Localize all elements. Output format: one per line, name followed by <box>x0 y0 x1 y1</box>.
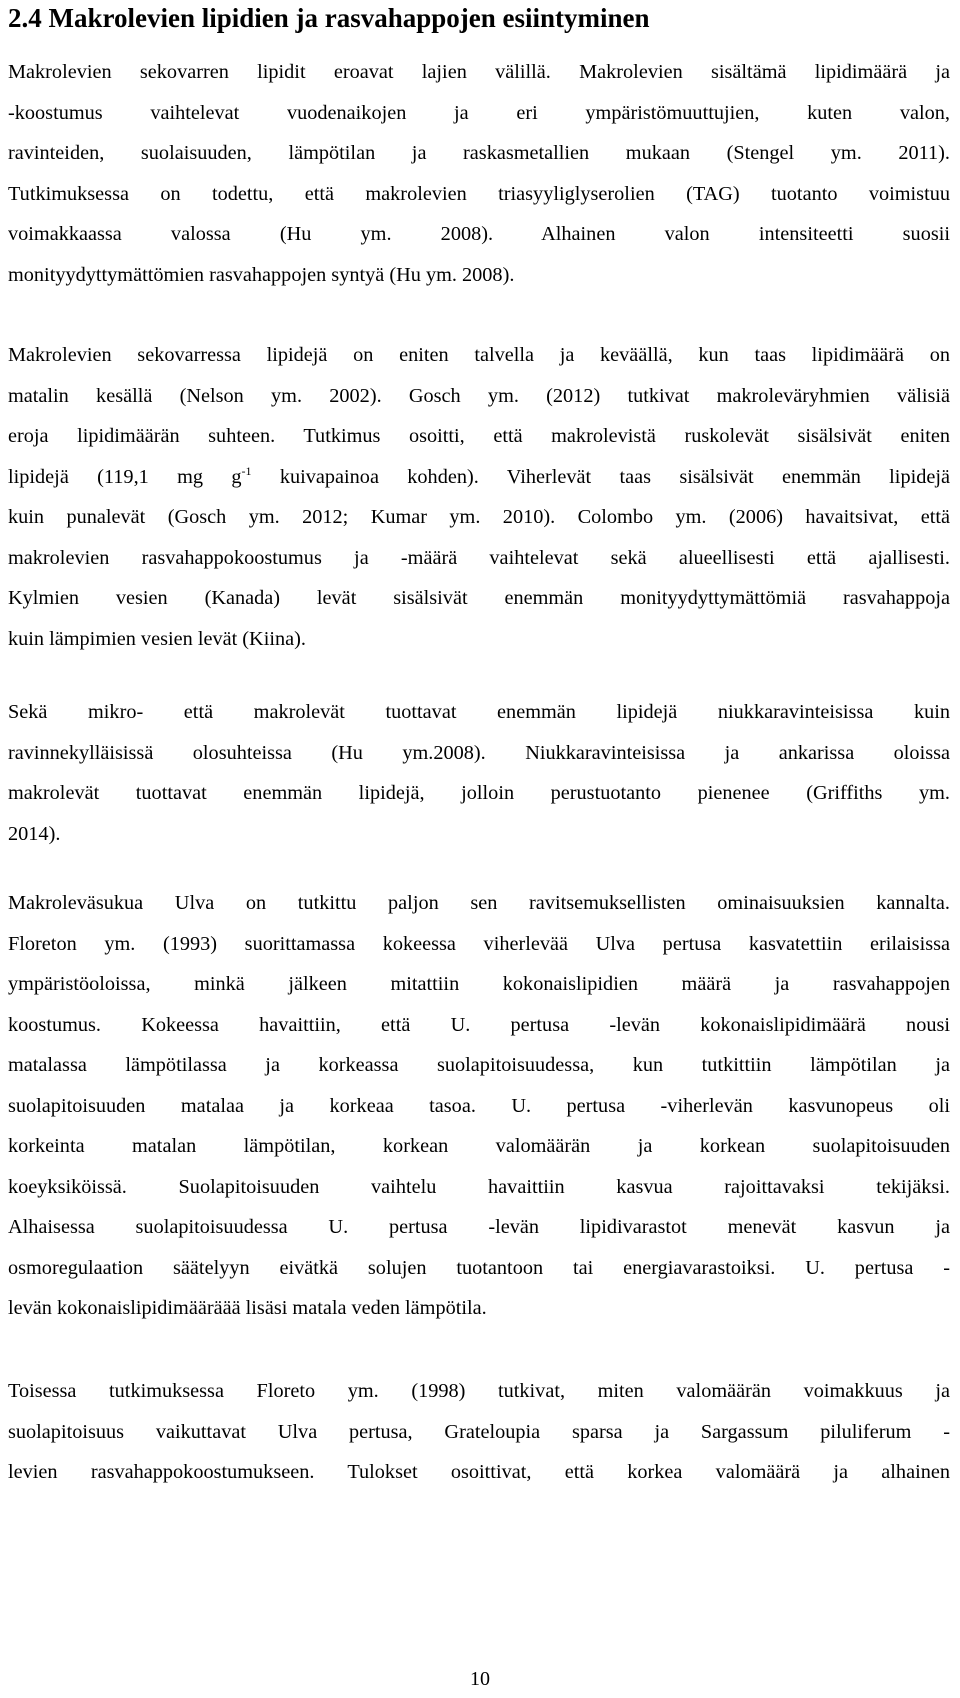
text-line: Toisessa tutkimuksessa Floreto ym. (1998) tutkivat, miten valomäärän voimakkuus ja <box>8 1380 950 1402</box>
text-line: matalassa lämpötilassa ja korkeassa suolapitoisuudessa, kun tutkittiin lämpötilan ja <box>8 1054 950 1076</box>
text-line: koostumus. Kokeessa havaittiin, että U. pertusa -levän kokonaislipidimäärä nousi <box>8 1013 950 1036</box>
text-line: ravinteiden, suolaisuuden, lämpötilan ja raskasmetallien mukaan (Stengel ym. 2011). <box>8 142 950 164</box>
text-line: -koostumus vaihtelevat vuodenaikojen ja eri ympäristömuuttujien, kuten valon, <box>8 101 950 124</box>
superscript: -1 <box>241 463 252 478</box>
text-line: Makrolevien sekovarressa lipidejä on eniten talvella ja keväällä, kun taas lipidimäärä on <box>8 344 950 366</box>
text-line: levän kokonaislipidimääräää lisäsi matala veden lämpötila. <box>8 1297 487 1319</box>
text-line: kuin punalevät (Gosch ym. 2012; Kumar ym. 2010). Colombo ym. (2006) havaitsivat, että <box>8 506 950 528</box>
text-line: Sekä mikro- että makrolevät tuottavat enemmän lipidejä niukkaravinteisissa kuin <box>8 701 950 723</box>
text-line: koeyksiköissä. Suolapitoisuuden vaihtelu havaittiin kasvua rajoittavaksi tekijäksi. <box>8 1175 950 1198</box>
text-line: Kylmien vesien (Kanada) levät sisälsivät enemmän monityydyttymättömiä rasvahappoja <box>8 587 950 609</box>
text-line: matalin kesällä (Nelson ym. 2002). Gosch ym. (2012) tutkivat makroleväryhmien välisiä <box>8 384 950 407</box>
page-number: 10 <box>470 1668 490 1690</box>
paragraph-3 <box>8 692 950 854</box>
text-line: ympäristöoloissa, minkä jälkeen mitattiin kokonaislipidien määrä ja rasvahappojen <box>8 973 950 995</box>
text-line: suolapitoisuus vaikuttavat Ulva pertusa, Grateloupia sparsa ja Sargassum piluliferum - <box>8 1420 950 1443</box>
text-line: Floreton ym. (1993) suorittamassa kokeessa viherlevää Ulva pertusa kasvatettiin erilaisissa <box>8 932 950 955</box>
paragraph-2 <box>8 335 950 659</box>
text-line: Makroleväsukua Ulva on tutkittu paljon sen ravitsemuksellisten ominaisuuksien kannalta. <box>8 892 950 914</box>
text-segment: kuivapainoa kohden). Viherlevät taas sisälsivät enemmän lipidejä <box>251 465 950 488</box>
text-line: Alhaisessa suolapitoisuudessa U. pertusa -levän lipidivarastot menevät kasvun ja <box>8 1216 950 1238</box>
text-line: monityydyttymättömien rasvahappojen syntyä (Hu ym. 2008). <box>8 263 515 286</box>
text-segment: lipidejä (119,1 mg g <box>8 465 242 488</box>
paragraph-4 <box>8 883 950 1329</box>
text-line: Tutkimuksessa on todettu, että makrolevien triasyyliglyserolien (TAG) tuotanto voimistuu <box>8 182 950 205</box>
text-line: kuin lämpimien vesien levät (Kiina). <box>8 627 306 650</box>
text-line: eroja lipidimäärän suhteen. Tutkimus osoitti, että makrolevistä ruskolevät sisälsivät eniten <box>8 425 950 447</box>
paragraph-5 <box>8 1371 950 1493</box>
text-line: Makrolevien sekovarren lipidit eroavat lajien välillä. Makrolevien sisältämä lipidimäärä ja <box>8 61 950 83</box>
paragraph-1 <box>8 52 950 295</box>
text-line: ravinnekylläisissä olosuhteissa (Hu ym.2008). Niukkaravinteisissa ja ankarissa oloissa <box>8 741 950 764</box>
text-line: makrolevien rasvahappokoostumus ja -määrä vaihtelevat sekä alueellisesti että ajallisesti. <box>8 546 950 569</box>
text-line: levien rasvahappokoostumukseen. Tulokset osoittivat, että korkea valomäärä ja alhainen <box>8 1461 950 1483</box>
text-line: suolapitoisuuden matalaa ja korkeaa tasoa. U. pertusa -viherlevän kasvunopeus oli <box>8 1094 950 1117</box>
text-line: makrolevät tuottavat enemmän lipidejä, jolloin perustuotanto pienenee (Griffiths ym. <box>8 782 950 804</box>
text-line: korkeinta matalan lämpötilan, korkean valomäärän ja korkean suolapitoisuuden <box>8 1135 950 1157</box>
section-heading: 2.4 Makrolevien lipidien ja rasvahappojen esiintyminen <box>8 3 650 33</box>
text-line: 2014). <box>8 822 61 845</box>
text-line: voimakkaassa valossa (Hu ym. 2008). Alhainen valon intensiteetti suosii <box>8 223 950 245</box>
text-line: osmoregulaation säätelyyn eivätkä solujen tuotantoon tai energiavarastoiksi. U. pertusa - <box>8 1256 950 1279</box>
text-line <box>8 457 950 498</box>
